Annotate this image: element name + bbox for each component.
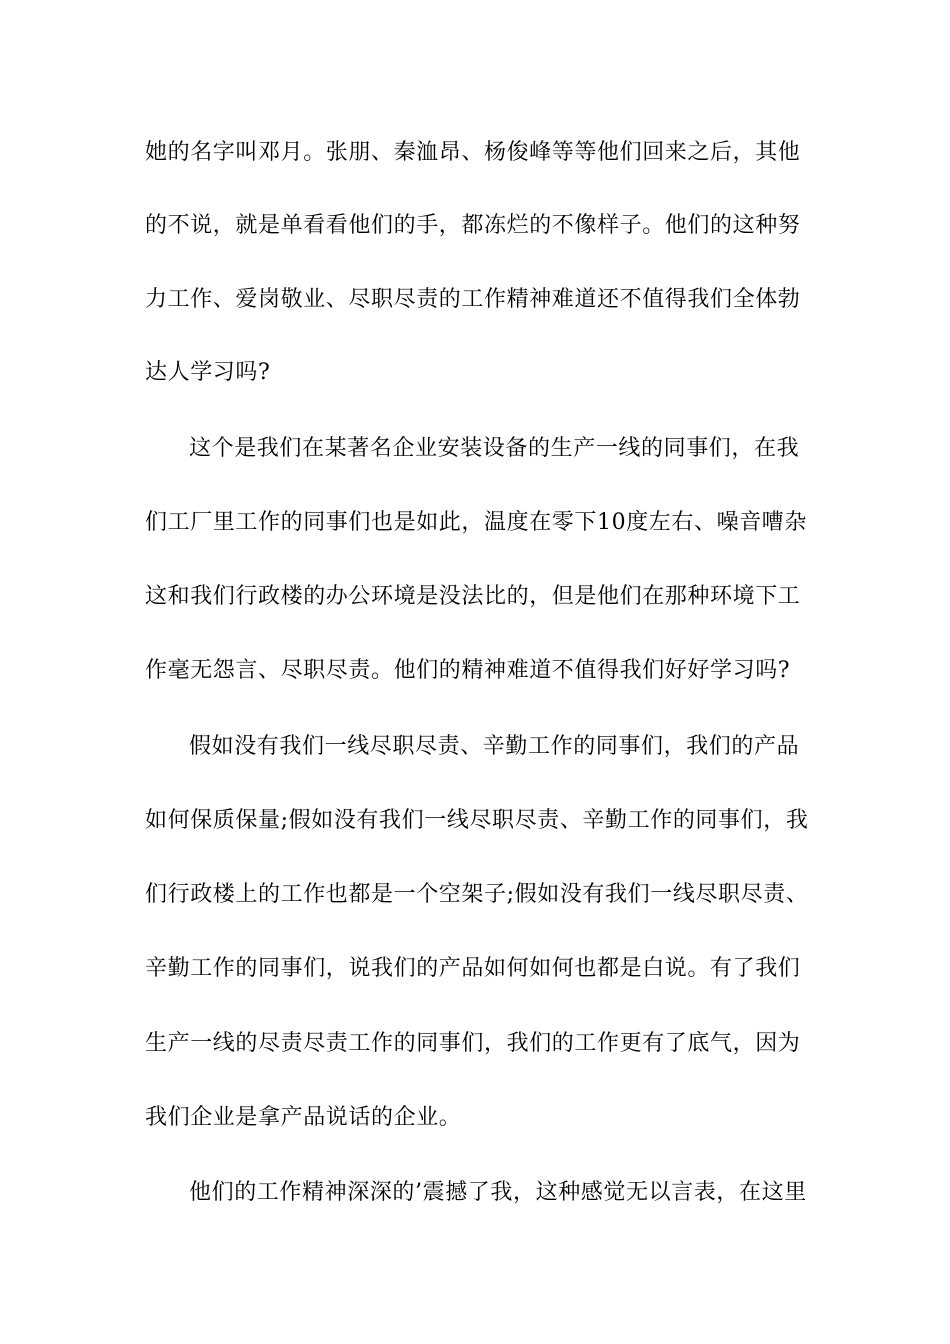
text-line: 达人学习吗?: [145, 360, 271, 385]
paragraph-first-line: 这个是我们在某著名企业安装设备的生产一线的同事们，在我: [189, 436, 800, 461]
text-line: 生产一线的尽责尽责工作的同事们，我们的工作更有了底气，因为: [145, 1031, 801, 1056]
paragraph-first-line: 他们的工作精神深深的’震撼了我，这种感觉无以言表，在这里: [189, 1180, 807, 1205]
text-line: 们工厂里工作的同事们也是如此，温度在零下10度左右、噪音嘈杂: [145, 510, 807, 535]
text-line: 我们企业是拿产品说话的企业。: [145, 1105, 462, 1130]
paragraph-first-line: 假如没有我们一线尽职尽责、辛勤工作的同事们，我们的产品: [189, 734, 800, 759]
text-line: 辛勤工作的同事们，说我们的产品如何如何也都是白说。有了我们: [145, 956, 801, 981]
text-line: 的不说，就是单看看他们的手，都冻烂的不像样子。他们的这种努: [145, 213, 801, 238]
text-line: 如何保质保量;假如没有我们一线尽职尽责、辛勤工作的同事们，我: [145, 808, 809, 833]
text-line: 这和我们行政楼的办公环境是没法比的，但是他们在那种环境下工: [145, 584, 801, 609]
text-line: 作毫无怨言、尽职尽责。他们的精神难道不值得我们好好学习吗?: [145, 658, 791, 683]
text-line: 她的名字叫邓月。张朋、秦洫昂、杨俊峰等等他们回来之后，其他: [145, 140, 801, 165]
text-line: 们行政楼上的工作也都是一个空架子;假如没有我们一线尽职尽责、: [145, 882, 809, 907]
text-line: 力工作、爱岗敬业、尽职尽责的工作精神难道还不值得我们全体勃: [145, 287, 801, 312]
